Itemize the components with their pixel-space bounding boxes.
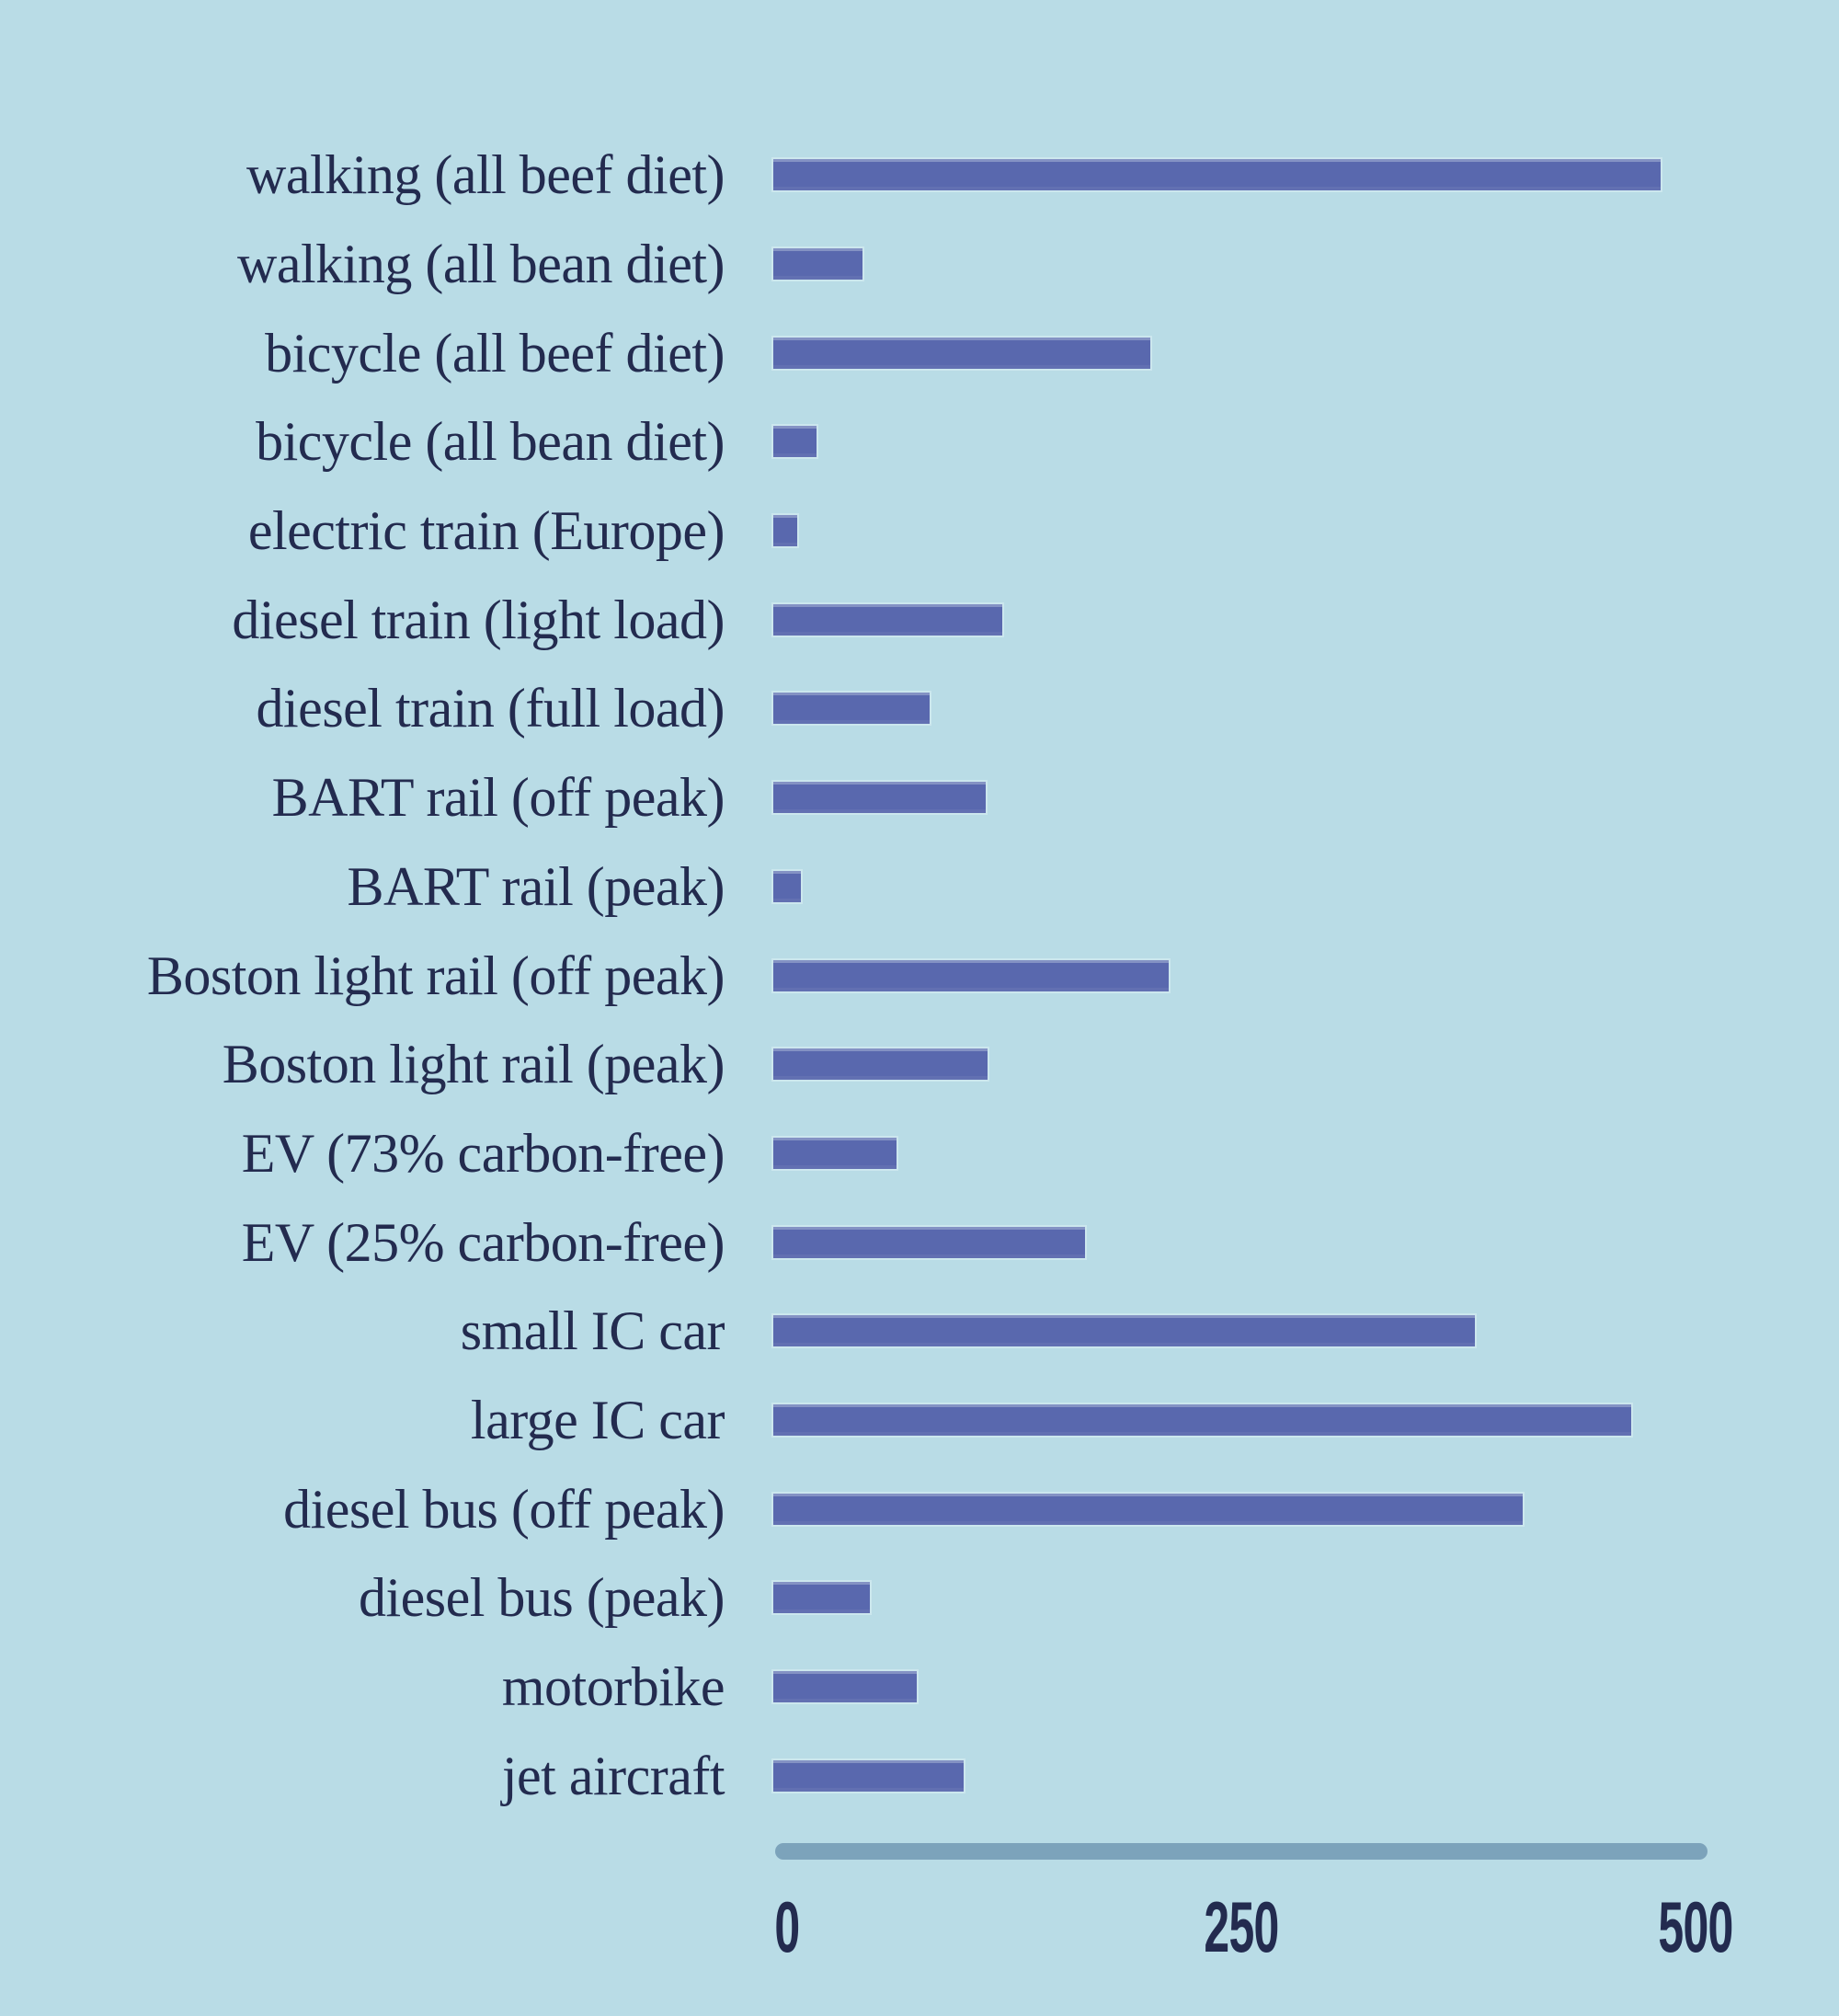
bar-track	[773, 1048, 1839, 1080]
bar	[773, 1048, 988, 1080]
chart-row	[0, 842, 1839, 932]
chart-row	[0, 131, 1839, 220]
chart-row	[0, 1464, 1839, 1553]
bar-track	[773, 1227, 1839, 1258]
chart-row	[0, 1197, 1839, 1287]
bar-track	[773, 1582, 1839, 1613]
chart-row	[0, 1553, 1839, 1643]
chart-row	[0, 1643, 1839, 1732]
bar	[773, 159, 1661, 190]
bar-track	[773, 782, 1839, 813]
bar	[773, 515, 797, 546]
bar	[773, 693, 930, 724]
bar-track	[773, 159, 1839, 190]
category-label: Boston light rail (peak)	[222, 1034, 725, 1095]
chart-row	[0, 1376, 1839, 1465]
category-label: EV (25% carbon-free)	[241, 1211, 725, 1273]
chart-row	[0, 753, 1839, 842]
category-label: diesel train (full load)	[256, 678, 725, 739]
bar	[773, 1227, 1085, 1258]
bar-track	[773, 1404, 1839, 1436]
category-label: diesel train (light load)	[232, 589, 725, 650]
category-label: BART rail (off peak)	[271, 767, 725, 829]
x-axis-tick-label	[1637, 1886, 1753, 1967]
bar	[773, 1138, 897, 1169]
bar-track	[773, 1671, 1839, 1702]
chart-row	[0, 397, 1839, 487]
bar	[773, 1315, 1475, 1346]
bar	[773, 248, 862, 280]
category-label: diesel bus (peak)	[358, 1567, 725, 1629]
bar-track	[773, 338, 1839, 369]
bar-track	[773, 426, 1839, 457]
bar-track	[773, 871, 1839, 902]
bar-track	[773, 515, 1839, 546]
bar	[773, 1404, 1631, 1436]
category-label: electric train (Europe)	[247, 500, 725, 562]
x-axis-tick-label	[768, 1886, 806, 1967]
chart-row	[0, 575, 1839, 664]
bar	[773, 871, 801, 902]
chart-row	[0, 220, 1839, 309]
bar	[773, 1582, 870, 1613]
bar-track	[773, 960, 1839, 991]
category-label: BART rail (peak)	[347, 855, 725, 917]
category-label: jet aircraft	[501, 1745, 725, 1806]
bar-track	[773, 1760, 1839, 1792]
category-label: motorbike	[501, 1656, 725, 1718]
chart-row	[0, 1020, 1839, 1109]
chart-row	[0, 664, 1839, 753]
chart-row	[0, 1731, 1839, 1820]
bar-track	[773, 1315, 1839, 1346]
category-label: walking (all beef diet)	[246, 144, 725, 206]
category-label: large IC car	[470, 1389, 725, 1450]
chart-row	[0, 1109, 1839, 1198]
chart-row	[0, 931, 1839, 1020]
category-label: Boston light rail (off peak)	[146, 945, 725, 1006]
bar	[773, 1671, 917, 1702]
bar	[773, 1760, 964, 1792]
bar-track	[773, 604, 1839, 636]
x-axis-tick-text: 250	[1204, 1886, 1279, 1967]
category-label: bicycle (all beef diet)	[265, 322, 725, 384]
bar-track	[773, 248, 1839, 280]
bar	[773, 426, 817, 457]
chart-row	[0, 487, 1839, 576]
x-axis-tick-label	[1182, 1886, 1299, 1967]
bar	[773, 338, 1150, 369]
category-label: EV (73% carbon-free)	[241, 1122, 725, 1184]
bar-track	[773, 693, 1839, 724]
category-label: diesel bus (off peak)	[283, 1478, 725, 1540]
bar-track	[773, 1494, 1839, 1525]
bar	[773, 604, 1002, 636]
x-axis-line	[775, 1843, 1708, 1860]
chart-rows	[0, 131, 1839, 1820]
category-label: small IC car	[460, 1300, 725, 1362]
bar	[773, 960, 1169, 991]
chart-row	[0, 1287, 1839, 1376]
x-axis-tick-text: 500	[1658, 1886, 1733, 1967]
category-label: bicycle (all bean diet)	[256, 411, 725, 473]
chart-row	[0, 308, 1839, 397]
x-axis-tick-text: 0	[774, 1886, 800, 1967]
bar	[773, 782, 986, 813]
category-label: walking (all bean diet)	[237, 234, 725, 295]
bar-track	[773, 1138, 1839, 1169]
bar	[773, 1494, 1523, 1525]
